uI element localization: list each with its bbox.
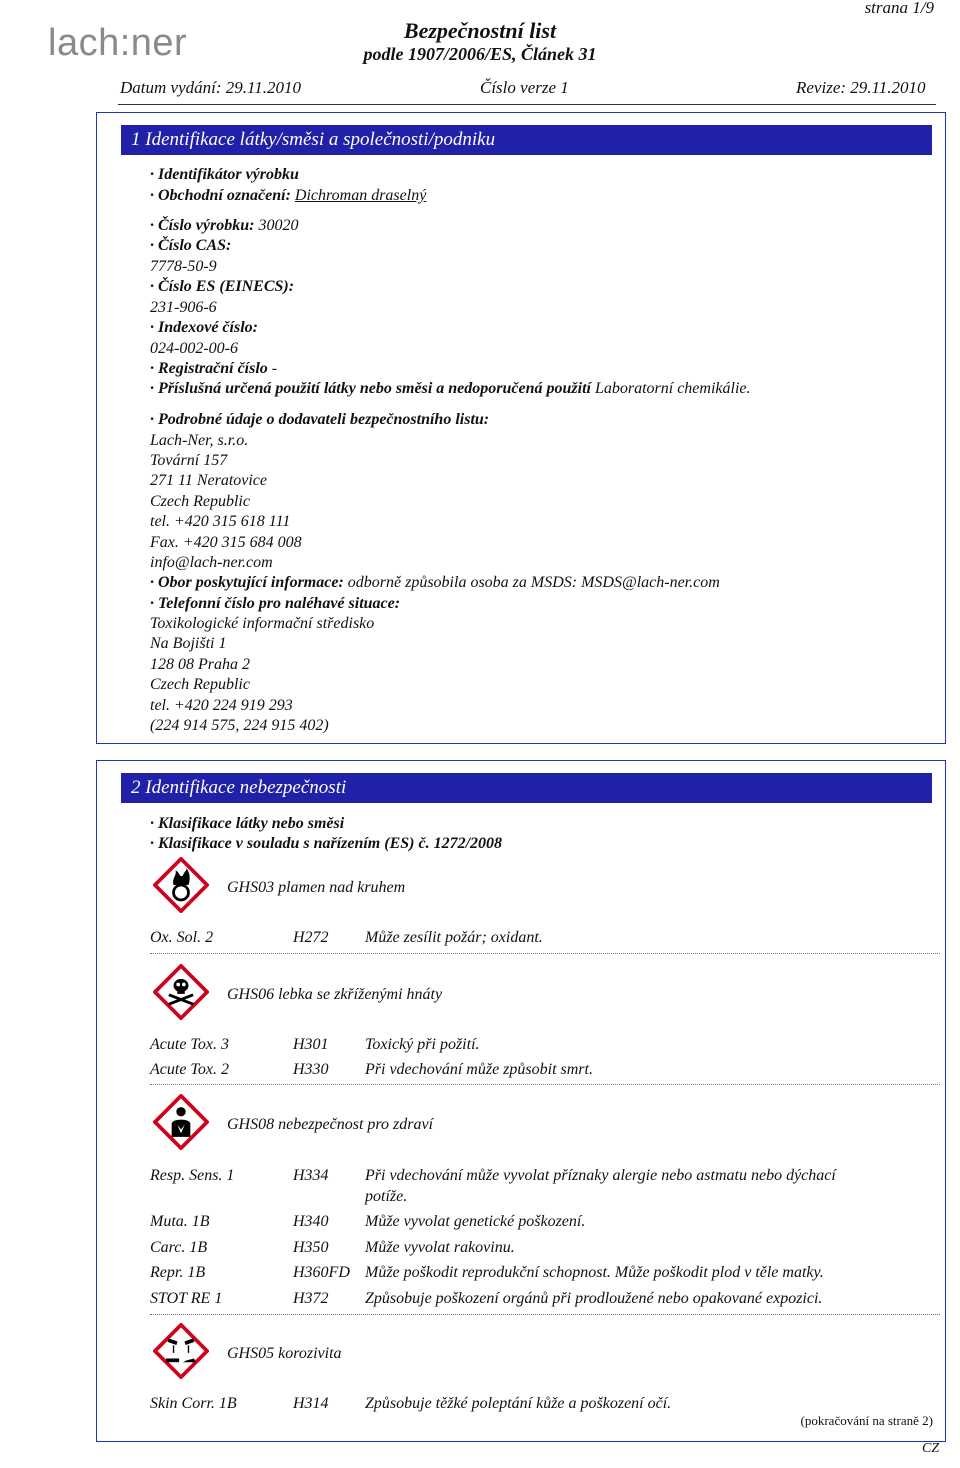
version-number: Číslo verze 1 xyxy=(480,78,569,97)
hazard-code: H360FD xyxy=(293,1264,350,1281)
info-row xyxy=(150,574,720,592)
hazard-code: H350 xyxy=(293,1239,329,1256)
index-label: · Indexové číslo: xyxy=(150,319,258,336)
hazard-statement: Může poškodit reprodukční schopnost. Může poškodit plod v těle matky. xyxy=(365,1264,824,1281)
picto-label-ghs06: GHS06 lebka se zkříženými hnáty xyxy=(227,986,443,1003)
header-divider xyxy=(118,104,936,105)
es-value: 231-906-6 xyxy=(150,299,217,316)
hazard-statement: Při vdechování může způsobit smrt. xyxy=(365,1061,593,1078)
hazard-category: Muta. 1B xyxy=(150,1213,210,1230)
document-title: Bezpečnostní list xyxy=(403,18,557,43)
hazard-code: H372 xyxy=(293,1290,329,1307)
hazard-code: H314 xyxy=(293,1395,329,1412)
emergency-line: tel. +420 224 919 293 xyxy=(150,697,293,714)
classification-label: · Klasifikace látky nebo směsi xyxy=(150,815,345,832)
info-label: · Obor poskytující informace: xyxy=(150,574,344,591)
hazard-code: H334 xyxy=(293,1167,329,1184)
hazard-code: H301 xyxy=(293,1036,329,1053)
hazard-category: Skin Corr. 1B xyxy=(150,1395,237,1412)
trade-name-label: · Obchodní označení: xyxy=(150,187,291,204)
supplier-line: tel. +420 315 618 111 xyxy=(150,513,291,530)
company-logo: lach:ner xyxy=(48,22,188,64)
supplier-label: · Podrobné údaje o dodavateli bezpečnostního listu: xyxy=(150,411,490,428)
trade-name-value: Dichroman draselný xyxy=(294,187,427,204)
supplier-line: Fax. +420 315 684 008 xyxy=(150,534,302,551)
picto-label-ghs08: GHS08 nebezpečnost pro zdraví xyxy=(227,1116,434,1133)
hazard-category: Acute Tox. 2 xyxy=(150,1061,229,1078)
product-number-label: · Číslo výrobku: xyxy=(150,217,255,234)
regulation-label: · Klasifikace v souladu s nařízením (ES) č. 1272/2008 xyxy=(150,835,503,852)
cas-value: 7778-50-9 xyxy=(150,258,217,275)
registration-value: - xyxy=(271,360,278,377)
hazard-statement: Může vyvolat rakovinu. xyxy=(365,1239,515,1256)
uses-row xyxy=(150,380,751,398)
hazard-statement: Způsobuje poškození orgánů při prodloužené nebo opakované expozici. xyxy=(365,1290,823,1307)
hazard-category: Acute Tox. 3 xyxy=(150,1036,229,1053)
hazard-code: H340 xyxy=(293,1213,329,1230)
picto-label-ghs05: GHS05 korozivita xyxy=(227,1345,342,1362)
registration-row xyxy=(150,360,277,378)
index-value: 024-002-00-6 xyxy=(150,340,238,357)
supplier-line: Tovární 157 xyxy=(150,452,228,469)
trade-name-row xyxy=(150,187,426,205)
hazard-category: STOT RE 1 xyxy=(150,1290,223,1307)
supplier-line: Czech Republic xyxy=(150,493,250,510)
hazard-code: H330 xyxy=(293,1061,329,1078)
registration-label: · Registrační číslo xyxy=(150,360,268,377)
hazard-statement: Může vyvolat genetické poškození. xyxy=(365,1213,586,1230)
skull-crossbones-icon xyxy=(153,964,209,1020)
hazard-statement: Způsobuje těžké poleptání kůže a poškození očí. xyxy=(365,1395,672,1412)
section-1-heading: 1 Identifikace látky/směsi a společnosti/podniku xyxy=(121,125,932,155)
corrosion-icon xyxy=(153,1323,209,1379)
document-subtitle: podle 1907/2006/ES, Článek 31 xyxy=(363,44,597,64)
emergency-line: Toxikologické informační středisko xyxy=(150,615,375,632)
supplier-line: Lach-Ner, s.r.o. xyxy=(150,432,249,449)
dotted-separator xyxy=(150,1084,940,1085)
uses-label: · Příslušná určená použití látky nebo směsi a nedoporučená použití xyxy=(150,380,591,397)
flame-over-circle-icon xyxy=(153,857,209,913)
emergency-label: · Telefonní číslo pro naléhavé situace: xyxy=(150,595,401,612)
uses-value: Laboratorní chemikálie. xyxy=(594,380,751,397)
cas-label: · Číslo CAS: xyxy=(150,237,232,254)
continued-note: (pokračování na straně 2) xyxy=(800,1413,933,1428)
issue-date: Datum vydání: 29.11.2010 xyxy=(120,78,301,97)
hazard-code: H272 xyxy=(293,929,329,946)
picto-label-ghs03: GHS03 plamen nad kruhem xyxy=(227,879,406,896)
hazard-category: Resp. Sens. 1 xyxy=(150,1167,235,1184)
hazard-category: Ox. Sol. 2 xyxy=(150,929,214,946)
language-code: CZ xyxy=(922,1441,940,1456)
emergency-line: Czech Republic xyxy=(150,676,250,693)
emergency-line: (224 914 575, 224 915 402) xyxy=(150,717,329,734)
product-identifier-label: · Identifikátor výrobku xyxy=(150,166,299,183)
section-2 xyxy=(96,760,946,1442)
hazard-statement: Při vdechování může vyvolat příznaky alergie nebo astmatu nebo dýchací xyxy=(365,1167,836,1184)
hazard-statement: Může zesílit požár; oxidant. xyxy=(365,929,543,946)
dotted-separator xyxy=(150,953,940,954)
product-number-value: 30020 xyxy=(258,217,299,234)
info-value: odborně způsobila osoba za MSDS: MSDS@lach-ner.com xyxy=(347,574,720,591)
hazard-category: Repr. 1B xyxy=(150,1264,206,1281)
supplier-line: 271 11 Neratovice xyxy=(150,472,268,489)
supplier-email[interactable]: info@lach-ner.com xyxy=(150,554,273,571)
emergency-line: 128 08 Praha 2 xyxy=(150,656,250,673)
hazard-statement: Toxický při požití. xyxy=(365,1036,480,1053)
section-2-heading: 2 Identifikace nebezpečnosti xyxy=(121,773,932,803)
es-label: · Číslo ES (EINECS): xyxy=(150,278,295,295)
dotted-separator xyxy=(150,1314,940,1315)
hazard-category: Carc. 1B xyxy=(150,1239,208,1256)
section-1 xyxy=(96,112,946,744)
product-number-row xyxy=(150,217,298,235)
emergency-line: Na Bojišti 1 xyxy=(150,635,227,652)
hazard-statement-cont: potíže. xyxy=(365,1188,408,1205)
revision-date: Revize: 29.11.2010 xyxy=(796,78,926,97)
page-number: strana 1/9 xyxy=(864,0,934,17)
health-hazard-icon xyxy=(153,1094,209,1150)
